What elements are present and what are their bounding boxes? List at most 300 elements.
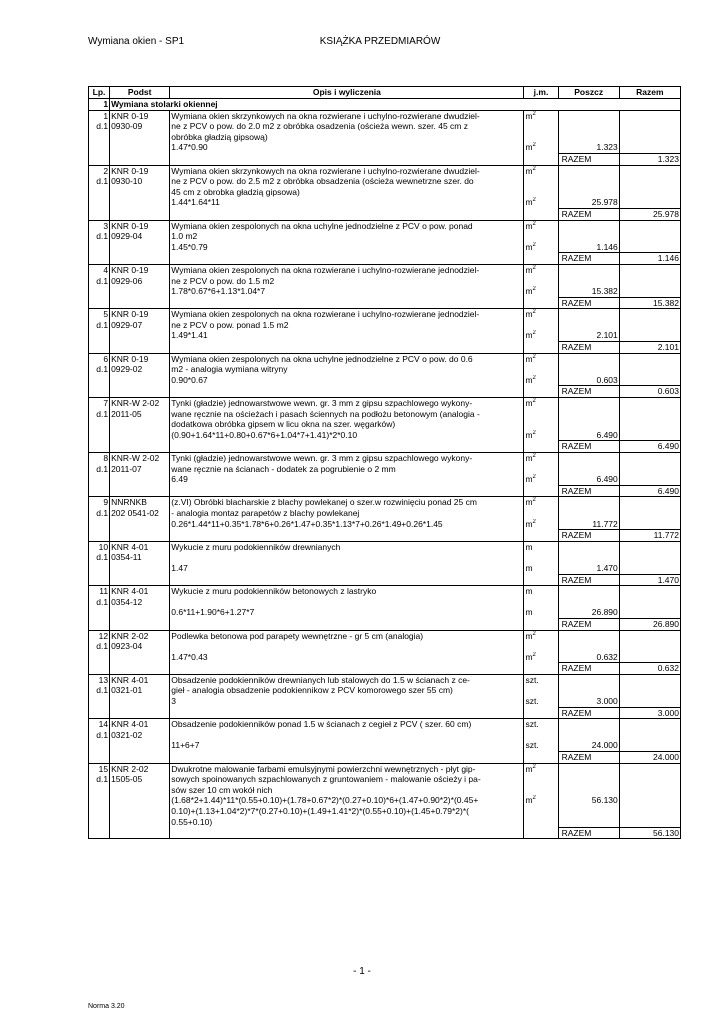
item-quantity: 6.490 xyxy=(558,430,619,441)
item-description: Obsadzenie podokienników ponad 1.5 w ścianach z cegieł z PCV ( szer. 60 cm) xyxy=(170,719,524,730)
item-quantity: 2.101 xyxy=(558,330,619,341)
unit-exponent: 2 xyxy=(532,309,536,316)
lp-cell xyxy=(89,485,110,497)
table-row-sum xyxy=(89,530,681,542)
podst-cell xyxy=(110,197,170,208)
item-basis: 202 0541-02 xyxy=(110,508,170,519)
lp-cell xyxy=(89,530,110,542)
podst-cell xyxy=(110,795,170,806)
table-row-sum xyxy=(89,441,681,453)
item-description: Dwukrotne malowanie farbami emulsyjnymi powierzchni wewnętrznych - płyt gip- xyxy=(170,763,524,774)
poszcz-cell xyxy=(558,552,619,563)
item-description: ne z PCV o pow. ponad 1.5 m2 xyxy=(170,320,524,331)
column-header-jm: j.m. xyxy=(524,87,558,99)
item-total: 0.603 xyxy=(619,386,680,398)
item-total: 15.382 xyxy=(619,297,680,309)
podst-cell xyxy=(110,208,170,220)
item-number-suffix: d.1 xyxy=(89,121,110,132)
table-row-line xyxy=(89,641,681,652)
item-calculation: 1.47*0.43 xyxy=(170,652,524,663)
unit-exponent: 2 xyxy=(532,241,536,248)
item-number: 5 xyxy=(89,309,110,320)
table-row-sum xyxy=(89,253,681,265)
table-row-line xyxy=(89,176,681,187)
poszcz-cell xyxy=(558,497,619,508)
opis-cell xyxy=(170,253,524,265)
item-basis: 0930-09 xyxy=(110,121,170,132)
item-unit xyxy=(524,552,558,563)
item-number-suffix: d.1 xyxy=(89,464,110,475)
item-calculation: 11+6+7 xyxy=(170,740,524,751)
poszcz-cell xyxy=(558,508,619,519)
jm-cell xyxy=(524,752,558,764)
item-quantity: 24.000 xyxy=(558,740,619,751)
item-calculation: 0.90*0.67 xyxy=(170,375,524,386)
podst-cell xyxy=(110,441,170,453)
table-row-sum xyxy=(89,386,681,398)
unit-label: m xyxy=(525,264,533,275)
podst-cell xyxy=(110,132,170,143)
sum-label: RAZEM xyxy=(558,574,619,586)
item-number-suffix: d.1 xyxy=(89,774,110,785)
unit-exponent: 2 xyxy=(532,497,536,504)
opis-cell xyxy=(170,663,524,675)
lp-cell xyxy=(89,286,110,297)
item-unit xyxy=(524,121,558,132)
item-unit xyxy=(524,419,558,430)
item-quantity: 0.603 xyxy=(558,375,619,386)
item-basis: KNR 2-02 xyxy=(110,630,170,641)
department-number: 1 xyxy=(89,99,110,111)
podst-cell xyxy=(110,253,170,265)
poszcz-cell xyxy=(558,176,619,187)
lp-cell xyxy=(89,153,110,165)
item-calculation: 1.44*1.64*11 xyxy=(170,197,524,208)
item-unit xyxy=(524,132,558,143)
razem-cell xyxy=(619,497,680,508)
item-description: dodatkowa obróbka gipsem w licu okna na szer. węgarków) xyxy=(170,419,524,430)
item-description: ne z PCV o pow. do 2.0 m2 z obróbka osadzenia (ościeża wewn. szer. 45 cm z xyxy=(170,121,524,132)
table-row-line xyxy=(89,806,681,817)
item-unit xyxy=(524,817,558,828)
lp-cell xyxy=(89,297,110,309)
poszcz-cell xyxy=(558,187,619,198)
table-row-line xyxy=(89,430,681,441)
item-description: wane ręcznie na ścianach - dodatek za pogrubienie o 2 mm xyxy=(170,464,524,475)
poszcz-cell xyxy=(558,309,619,320)
poszcz-cell xyxy=(558,730,619,741)
lp-cell xyxy=(89,142,110,153)
table-body xyxy=(89,99,681,839)
table-row-sum xyxy=(89,342,681,354)
unit-exponent: 2 xyxy=(532,374,536,381)
unit-label: m xyxy=(525,586,533,597)
item-total: 6.490 xyxy=(619,441,680,453)
table-row-line xyxy=(89,197,681,208)
unit-exponent: 2 xyxy=(532,264,536,271)
lp-cell xyxy=(89,827,110,839)
unit-label: m xyxy=(525,286,533,297)
poszcz-cell xyxy=(558,685,619,696)
jm-cell xyxy=(524,342,558,354)
item-description: gieł - analogia obsadzenie podokiennikow z PCV komorowego szer 55 cm) xyxy=(170,685,524,696)
item-basis: 1505-05 xyxy=(110,774,170,785)
item-description: m2 - analogia wymiana witryny xyxy=(170,364,524,375)
table-row-sum xyxy=(89,752,681,764)
item-number: 4 xyxy=(89,264,110,275)
unit-label: m xyxy=(525,309,533,320)
unit-exponent: 2 xyxy=(532,474,536,481)
poszcz-cell xyxy=(558,817,619,828)
sum-label: RAZEM xyxy=(558,530,619,542)
sum-label: RAZEM xyxy=(558,297,619,309)
poszcz-cell xyxy=(558,597,619,608)
podst-cell xyxy=(110,618,170,630)
razem-cell xyxy=(619,197,680,208)
item-unit xyxy=(524,508,558,519)
table-row-item xyxy=(89,264,681,275)
unit-label: m xyxy=(525,197,533,208)
table-row-item xyxy=(89,763,681,774)
item-unit xyxy=(524,353,558,364)
razem-cell xyxy=(619,409,680,420)
item-description: (z.VI) Obróbki blacharskie z blachy powlekanej o szer.w rozwinięciu ponad 25 cm xyxy=(170,497,524,508)
item-calculation: 0.6*11+1.90*6+1.27*7 xyxy=(170,607,524,618)
opis-cell xyxy=(170,574,524,586)
unit-exponent: 2 xyxy=(532,142,536,149)
item-unit xyxy=(524,110,558,121)
podst-cell xyxy=(110,663,170,675)
table-row-line xyxy=(89,652,681,663)
table-row-line xyxy=(89,142,681,153)
unit-exponent: 2 xyxy=(532,795,536,802)
item-unit xyxy=(524,607,558,618)
item-quantity: 25.978 xyxy=(558,197,619,208)
razem-cell xyxy=(619,176,680,187)
podst-cell xyxy=(110,519,170,530)
lp-cell xyxy=(89,740,110,751)
opis-cell xyxy=(170,208,524,220)
item-calculation: 0.26*1.44*11+0.35*1.78*6+0.26*1.47+0.35*1.13*7+0.26*1.49+0.26*1.45 xyxy=(170,519,524,530)
poszcz-cell xyxy=(558,320,619,331)
table-row-item xyxy=(89,353,681,364)
jm-cell xyxy=(524,297,558,309)
unit-label: m xyxy=(525,453,533,463)
item-unit xyxy=(524,474,558,485)
podst-cell xyxy=(110,330,170,341)
item-unit xyxy=(524,430,558,441)
item-description: sów szer 10 cm wokół nich xyxy=(170,785,524,796)
item-unit xyxy=(524,674,558,685)
razem-cell xyxy=(619,519,680,530)
poszcz-cell xyxy=(558,132,619,143)
lp-cell xyxy=(89,696,110,707)
jm-cell xyxy=(524,485,558,497)
department-row xyxy=(89,99,681,111)
item-description: Wykucie z muru podokienników betonowych z lastryko xyxy=(170,586,524,597)
razem-cell xyxy=(619,674,680,685)
table-row-item xyxy=(89,453,681,464)
razem-cell xyxy=(619,806,680,817)
item-calculation: 1.47 xyxy=(170,563,524,574)
item-number: 3 xyxy=(89,220,110,231)
razem-cell xyxy=(619,785,680,796)
lp-cell xyxy=(89,253,110,265)
razem-cell xyxy=(619,474,680,485)
podst-cell xyxy=(110,187,170,198)
lp-cell xyxy=(89,663,110,675)
item-number-suffix: d.1 xyxy=(89,364,110,375)
item-basis: KNR 0-19 xyxy=(110,309,170,320)
table-row-line xyxy=(89,419,681,430)
poszcz-cell xyxy=(558,806,619,817)
sum-label: RAZEM xyxy=(558,618,619,630)
unit-label: m xyxy=(525,165,533,176)
item-number-suffix: d.1 xyxy=(89,176,110,187)
item-basis: 2011-07 xyxy=(110,464,170,475)
item-description: - analogia montaz parapetów z blachy powlekanej xyxy=(170,508,524,519)
item-unit xyxy=(524,286,558,297)
lp-cell xyxy=(89,806,110,817)
item-number: 12 xyxy=(89,630,110,641)
item-unit xyxy=(524,685,558,696)
razem-cell xyxy=(619,110,680,121)
jm-cell xyxy=(524,707,558,719)
table-row-item xyxy=(89,309,681,320)
item-quantity: 15.382 xyxy=(558,286,619,297)
item-unit xyxy=(524,264,558,275)
opis-cell xyxy=(170,342,524,354)
poszcz-cell xyxy=(558,719,619,730)
lp-cell xyxy=(89,563,110,574)
poszcz-cell xyxy=(558,630,619,641)
item-description: Wymiana okien zespolonych na okna uchylne jednodzielne z PCV o pow. do 0.6 xyxy=(170,353,524,364)
unit-exponent: 2 xyxy=(532,518,536,525)
razem-cell xyxy=(619,453,680,464)
table-row-sum xyxy=(89,297,681,309)
item-description xyxy=(170,552,524,563)
table-row-item xyxy=(89,398,681,409)
unit-label: m xyxy=(525,518,533,529)
item-unit xyxy=(524,597,558,608)
item-unit xyxy=(524,398,558,409)
poszcz-cell xyxy=(558,364,619,375)
jm-cell xyxy=(524,253,558,265)
opis-cell xyxy=(170,485,524,497)
item-unit xyxy=(524,197,558,208)
item-description: sowych spoinowanych szpachlowanych z gruntowaniem - malowanie ościeży i pa- xyxy=(170,774,524,785)
item-description: ne z PCV o pow. do 2.5 m2 z obróbka obsadzenia (ościeża wewnetrzne szer. do xyxy=(170,176,524,187)
podst-cell xyxy=(110,242,170,253)
unit-label: m xyxy=(525,795,533,806)
column-header-razem: Razem xyxy=(619,87,680,99)
item-number: 1 xyxy=(89,110,110,121)
item-description: Wymiana okien zespolonych na okna rozwierane i uchylno-rozwierane jednodziel- xyxy=(170,309,524,320)
opis-cell xyxy=(170,827,524,839)
item-basis: NNRNKB xyxy=(110,497,170,508)
table-row-line xyxy=(89,730,681,741)
item-total: 3.000 xyxy=(619,707,680,719)
lp-cell xyxy=(89,197,110,208)
table-row-line xyxy=(89,364,681,375)
item-unit xyxy=(524,176,558,187)
item-total: 11.772 xyxy=(619,530,680,542)
item-basis: KNR 0-19 xyxy=(110,220,170,231)
table-row-line xyxy=(89,774,681,785)
lp-cell xyxy=(89,375,110,386)
item-calculation: 1.45*0.79 xyxy=(170,242,524,253)
razem-cell xyxy=(619,774,680,785)
item-number-suffix: d.1 xyxy=(89,730,110,741)
lp-cell xyxy=(89,242,110,253)
item-number: 13 xyxy=(89,674,110,685)
item-total: 56.130 xyxy=(619,827,680,839)
item-basis: 0354-12 xyxy=(110,597,170,608)
item-total: 1.146 xyxy=(619,253,680,265)
jm-cell xyxy=(524,441,558,453)
page-number: - 1 - xyxy=(353,966,371,977)
table-row-item xyxy=(89,165,681,176)
column-header-poszcz: Poszcz xyxy=(558,87,619,99)
podst-cell xyxy=(110,574,170,586)
poszcz-cell xyxy=(558,409,619,420)
item-total: 1.323 xyxy=(619,153,680,165)
item-unit xyxy=(524,375,558,386)
table-row-line xyxy=(89,121,681,132)
unit-label: szt. xyxy=(525,674,539,685)
razem-cell xyxy=(619,398,680,409)
item-unit xyxy=(524,652,558,663)
item-number: 6 xyxy=(89,353,110,364)
unit-label: m xyxy=(525,429,533,440)
item-basis: KNR 4-01 xyxy=(110,541,170,552)
table-row-sum xyxy=(89,208,681,220)
poszcz-cell xyxy=(558,763,619,774)
item-total: 2.101 xyxy=(619,342,680,354)
item-calculation: 1.78*0.67*6+1.13*1.04*7 xyxy=(170,286,524,297)
table-row-line xyxy=(89,740,681,751)
item-unit xyxy=(524,409,558,420)
table-row-item xyxy=(89,220,681,231)
item-description xyxy=(170,597,524,608)
table-row-line xyxy=(89,132,681,143)
table-row-item xyxy=(89,110,681,121)
table-row-line xyxy=(89,242,681,253)
item-unit xyxy=(524,586,558,597)
jm-cell xyxy=(524,208,558,220)
jm-cell xyxy=(524,153,558,165)
item-number: 15 xyxy=(89,763,110,774)
razem-cell xyxy=(619,330,680,341)
item-calculation: (0.90+1.64*11+0.80+0.67*6+1.04*7+1.41)*2*0.10 xyxy=(170,430,524,441)
razem-cell xyxy=(619,264,680,275)
item-unit xyxy=(524,330,558,341)
podst-cell xyxy=(110,485,170,497)
razem-cell xyxy=(619,286,680,297)
poszcz-cell xyxy=(558,231,619,242)
razem-cell xyxy=(619,563,680,574)
lp-cell xyxy=(89,187,110,198)
table-row-item xyxy=(89,586,681,597)
razem-cell xyxy=(619,276,680,287)
opis-cell xyxy=(170,386,524,398)
opis-cell xyxy=(170,441,524,453)
lp-cell xyxy=(89,574,110,586)
razem-cell xyxy=(619,508,680,519)
item-basis: KNR-W 2-02 xyxy=(110,453,170,464)
razem-cell xyxy=(619,817,680,828)
item-quantity: 0.632 xyxy=(558,652,619,663)
unit-label: szt. xyxy=(525,719,539,730)
razem-cell xyxy=(619,309,680,320)
unit-label: m xyxy=(525,651,533,662)
item-basis: KNR 0-19 xyxy=(110,110,170,121)
item-description: Wymiana okien zespolonych na okna rozwierane i uchylno-rozwierane jednodziel- xyxy=(170,264,524,275)
poszcz-cell xyxy=(558,785,619,796)
razem-cell xyxy=(619,220,680,231)
lp-cell xyxy=(89,474,110,485)
item-calculation: 0.10)+(1.13+1.04*2)*7*(0.27+0.10)+(1.49+1.41*2)*(0.55+0.10)+(1.45+0.79*2)*( xyxy=(170,806,524,817)
razem-cell xyxy=(619,430,680,441)
table-row-sum xyxy=(89,574,681,586)
unit-exponent: 2 xyxy=(532,398,536,405)
razem-cell xyxy=(619,552,680,563)
item-number: 2 xyxy=(89,165,110,176)
podst-cell xyxy=(110,286,170,297)
razem-cell xyxy=(619,652,680,663)
item-unit xyxy=(524,165,558,176)
unit-exponent: 2 xyxy=(532,110,536,117)
table-row-line xyxy=(89,474,681,485)
item-quantity: 3.000 xyxy=(558,696,619,707)
poszcz-cell xyxy=(558,674,619,685)
table-row-item xyxy=(89,497,681,508)
poszcz-cell xyxy=(558,220,619,231)
document-name: Wymiana okien - SP1 xyxy=(88,36,185,47)
item-unit xyxy=(524,763,558,774)
item-basis: 0321-02 xyxy=(110,730,170,741)
opis-cell xyxy=(170,752,524,764)
item-unit xyxy=(524,641,558,652)
unit-label: m xyxy=(525,541,533,552)
item-number: 14 xyxy=(89,719,110,730)
item-total: 0.632 xyxy=(619,663,680,675)
podst-cell xyxy=(110,607,170,618)
opis-cell xyxy=(170,618,524,630)
item-calculation: 3 xyxy=(170,696,524,707)
podst-cell xyxy=(110,752,170,764)
razem-cell xyxy=(619,187,680,198)
podst-cell xyxy=(110,563,170,574)
sum-label: RAZEM xyxy=(558,663,619,675)
razem-cell xyxy=(619,320,680,331)
jm-cell xyxy=(524,386,558,398)
column-header-opis: Opis i wyliczenia xyxy=(170,87,524,99)
table-row-line xyxy=(89,795,681,806)
item-number: 8 xyxy=(89,453,110,464)
razem-cell xyxy=(619,630,680,641)
table-row-line xyxy=(89,607,681,618)
item-unit xyxy=(524,719,558,730)
poszcz-cell xyxy=(558,264,619,275)
table-row-line xyxy=(89,597,681,608)
item-unit xyxy=(524,563,558,574)
item-basis: 0929-04 xyxy=(110,231,170,242)
podst-cell xyxy=(110,817,170,828)
poszcz-cell xyxy=(558,121,619,132)
table-row-line xyxy=(89,187,681,198)
jm-cell xyxy=(524,574,558,586)
